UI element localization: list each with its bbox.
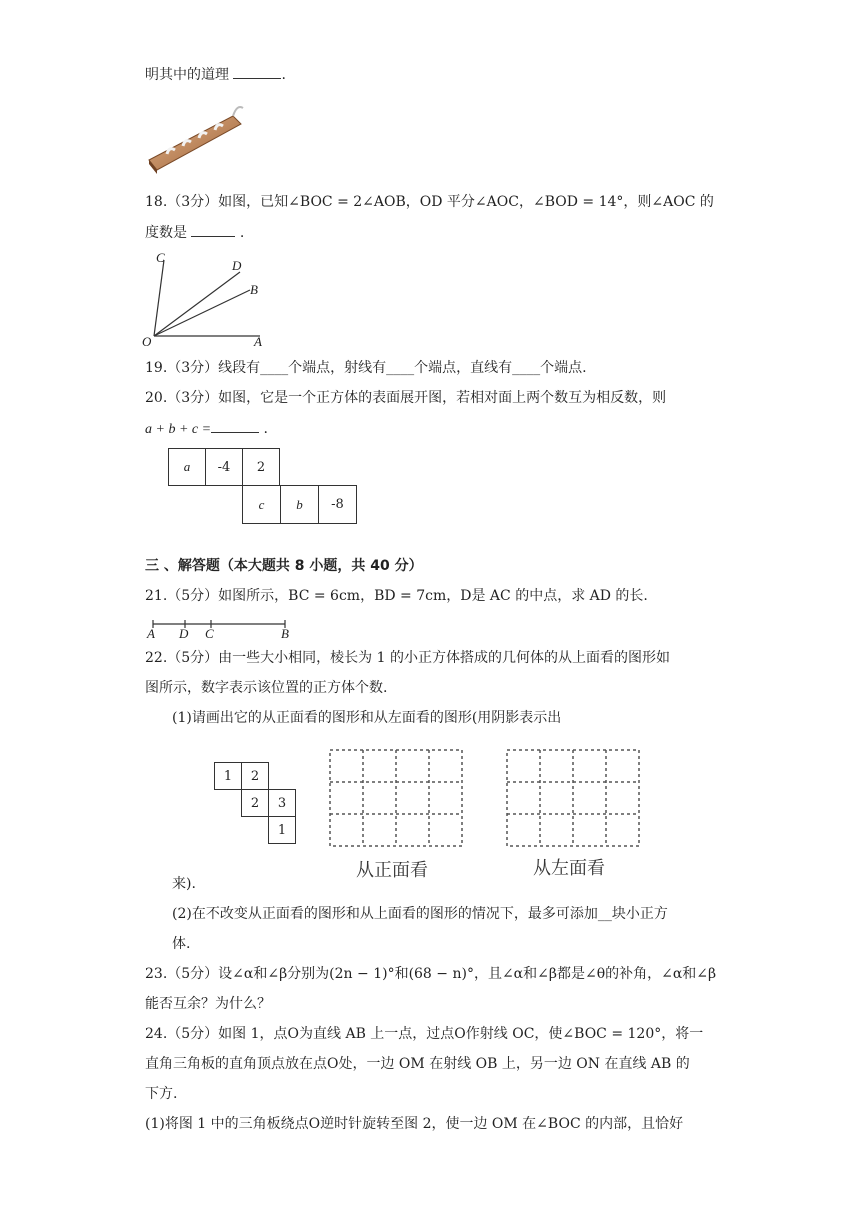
q24-text-3: 下方. bbox=[145, 1086, 178, 1102]
net-cell: c bbox=[242, 485, 281, 524]
label-o: O bbox=[142, 334, 152, 348]
top-view-cell: 1 bbox=[214, 762, 242, 790]
top-view-cell: 1 bbox=[268, 816, 296, 844]
answer-blank bbox=[233, 64, 281, 79]
label-c: C bbox=[205, 626, 214, 640]
net-cell: b bbox=[280, 485, 319, 524]
q24-part1: (1)将图 1 中的三角板绕点O逆时针旋转至图 2，使一边 OM 在∠BOC 的内部，且恰好 bbox=[145, 1116, 684, 1132]
top-view-grid bbox=[214, 762, 298, 846]
q22-part2: (2)在不改变从正面看的图形和从上面看的图形的情况下，最多可添加__块小正方 bbox=[172, 906, 668, 922]
net-cell: -8 bbox=[318, 485, 357, 524]
label-b: B bbox=[250, 282, 258, 297]
q22-part1-end: 来). bbox=[172, 876, 196, 892]
q21-text: 21.（5分）如图所示，BC = 6cm，BD = 7cm，D是 AC 的中点，求 AD 的长. bbox=[145, 588, 648, 604]
net-cell: a bbox=[168, 448, 206, 486]
label-a: A bbox=[254, 334, 262, 348]
net-cell: 2 bbox=[242, 448, 280, 486]
top-view-cell: 2 bbox=[241, 762, 269, 790]
net-cell: -4 bbox=[205, 448, 243, 486]
section-heading: 三 、解答题（本大题共 8 小题，共 40 分） bbox=[145, 558, 423, 574]
q18-text: 18.（3分）如图，已知∠BOC = 2∠AOB，OD 平分∠AOC，∠BOD = 14°，则∠AOC 的 bbox=[145, 194, 714, 210]
q22-part1: (1)请画出它的从正面看的图形和从左面看的图形(用阴影表示出 bbox=[172, 710, 562, 726]
q23-text: 23.（5分）设∠α和∠β分别为(2n − 1)°和(68 − n)°，且∠α和∠β都是∠θ的补角，∠α和∠β bbox=[145, 966, 717, 982]
top-view-cell: 2 bbox=[241, 789, 269, 817]
label-b: B bbox=[281, 626, 289, 640]
label-d: D bbox=[232, 258, 242, 273]
cube-net bbox=[168, 448, 358, 526]
left-view-caption: 从左面看 bbox=[533, 858, 605, 879]
q24-text: 24.（5分）如图 1，点O为直线 AB 上一点，过点O作射线 OC，使∠BOC = 120°，将一 bbox=[145, 1026, 704, 1042]
segment-figure bbox=[145, 616, 295, 640]
label-a: A bbox=[147, 626, 155, 640]
label-c: C bbox=[156, 250, 165, 265]
answer-blank bbox=[191, 222, 235, 237]
label-d: D bbox=[179, 626, 189, 640]
q22-text: 22.（5分）由一些大小相同，棱长为 1 的小正方体搭成的几何体的从上面看的图形如 bbox=[145, 650, 670, 666]
left-view-grid bbox=[505, 748, 641, 852]
answer-blank bbox=[211, 418, 259, 433]
angle-figure bbox=[140, 248, 270, 348]
text-line: 明其中的道理 . bbox=[145, 64, 286, 85]
front-view-caption: 从正面看 bbox=[356, 860, 428, 881]
q20-text-2: a + b + c = . bbox=[145, 418, 268, 440]
top-view-cell: 3 bbox=[268, 789, 296, 817]
q19-text: 19.（3分）线段有____个端点，射线有____个端点，直线有____个端点. bbox=[145, 360, 587, 376]
q22-text-2: 图所示，数字表示该位置的正方体个数. bbox=[145, 680, 388, 696]
ruler-figure bbox=[145, 102, 245, 174]
q22-part2-end: 体. bbox=[172, 936, 191, 952]
front-view-grid bbox=[328, 748, 464, 852]
q18-text-2: 度数是 . bbox=[145, 222, 244, 243]
q24-text-2: 直角三角板的直角顶点放在点O处，一边 OM 在射线 OB 上，另一边 ON 在直线 AB 的 bbox=[145, 1056, 690, 1072]
q20-text: 20.（3分）如图，它是一个正方体的表面展开图，若相对面上两个数互为相反数，则 bbox=[145, 390, 667, 406]
q23-text-2: 能否互余？为什么？ bbox=[145, 996, 271, 1012]
